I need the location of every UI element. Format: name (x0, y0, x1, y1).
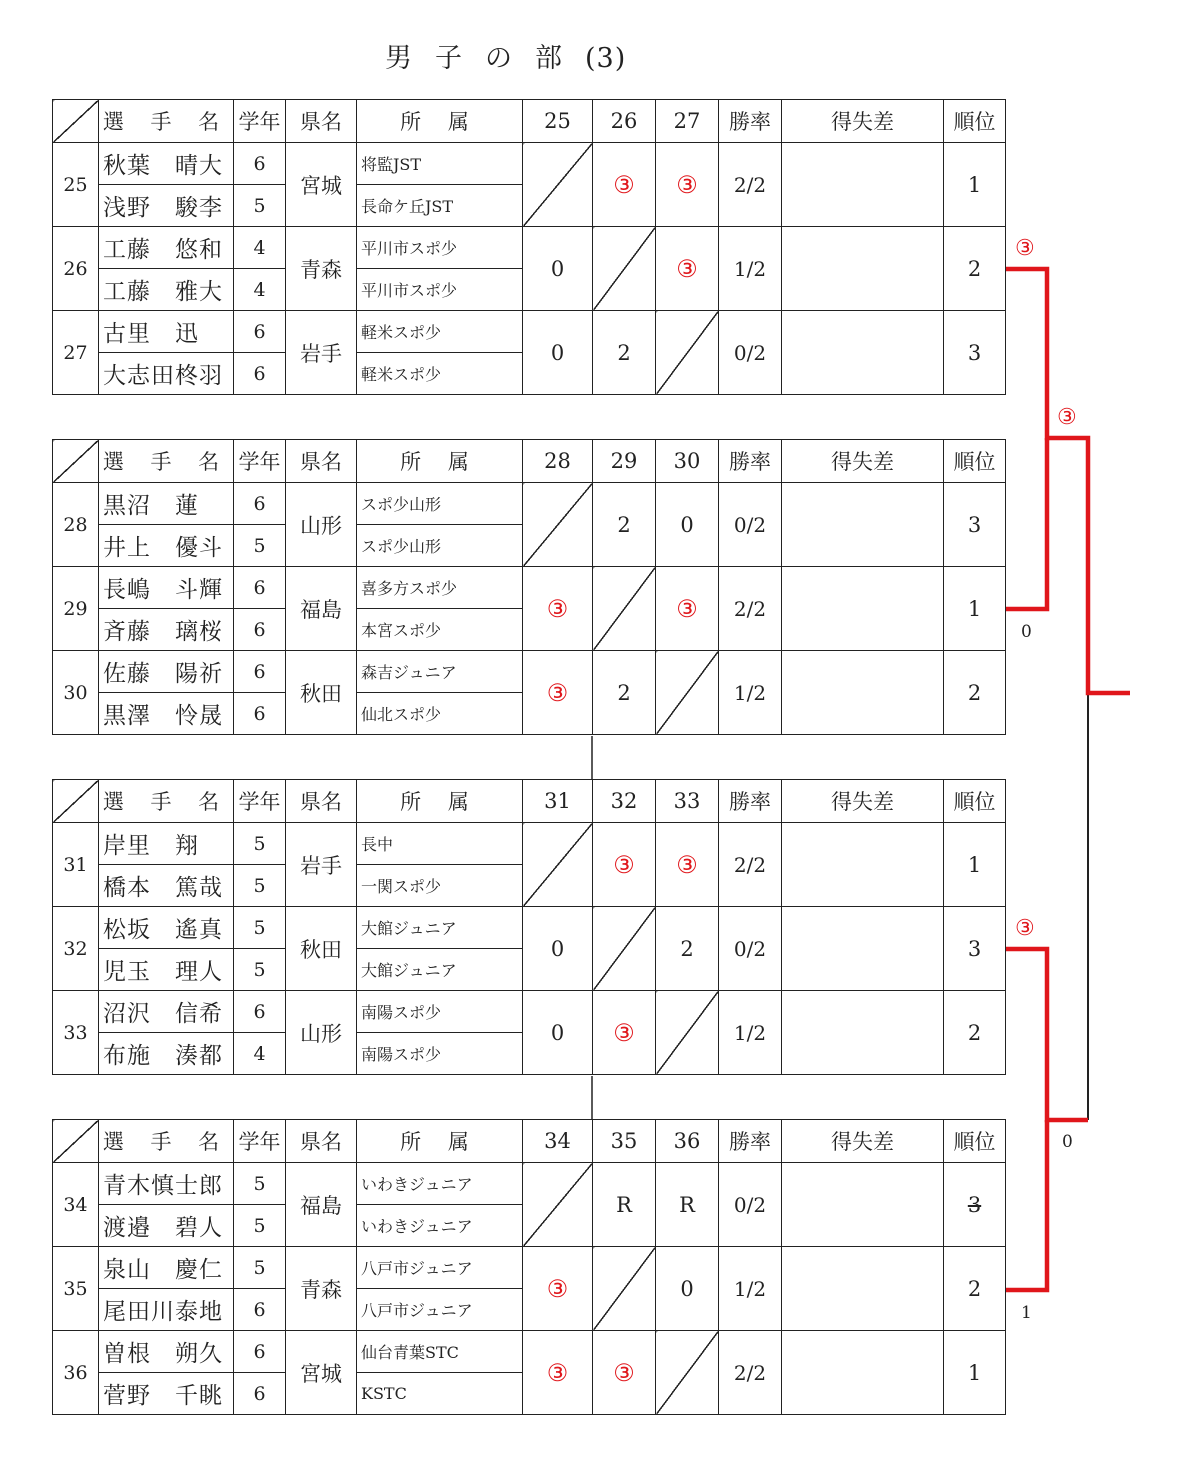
rank-value: 1 (967, 852, 982, 877)
player-club: 将監JST (357, 143, 523, 185)
team-prefecture: 山形 (286, 991, 357, 1075)
team-number: 27 (53, 311, 99, 395)
winner-line (1006, 1120, 1047, 1290)
header-affiliation: 所 属 (357, 1120, 523, 1163)
header-name: 選 手 名 (99, 1120, 234, 1163)
player-grade: 5 (234, 185, 286, 227)
match-score: 2 (593, 311, 656, 395)
player-grade: 6 (234, 353, 286, 395)
rank-value: 3 (967, 512, 982, 537)
header-win-rate: 勝率 (719, 1120, 782, 1163)
header-opponent-no: 30 (656, 440, 719, 483)
rank-value: 1 (967, 1360, 982, 1385)
player-club: スポ少山形 (357, 525, 523, 567)
team-number: 32 (53, 907, 99, 991)
bracket-score: ③ (1015, 236, 1035, 261)
header-point-diff: 得失差 (782, 100, 944, 143)
win-rate: 1/2 (719, 991, 782, 1075)
team-number: 26 (53, 227, 99, 311)
match-score: ③ (593, 1331, 656, 1415)
match-score: 0 (523, 311, 593, 395)
player-grade: 6 (234, 143, 286, 185)
header-win-rate: 勝率 (719, 100, 782, 143)
player-name: 児玉 理人 (99, 949, 234, 991)
title-char: 子 (435, 43, 463, 74)
match-score: ③ (523, 651, 593, 735)
match-score: 2 (656, 907, 719, 991)
win-rate: 1/2 (719, 651, 782, 735)
match-score: 0 (523, 907, 593, 991)
header-affiliation: 所 属 (357, 100, 523, 143)
header-opponent-no: 36 (656, 1120, 719, 1163)
header-opponent-no: 29 (593, 440, 656, 483)
header-name: 選 手 名 (99, 440, 234, 483)
player-grade: 5 (234, 1247, 286, 1289)
player-club: 八戸市ジュニア (357, 1247, 523, 1289)
header-rank: 順位 (944, 440, 1006, 483)
player-name: 渡邉 碧人 (99, 1205, 234, 1247)
player-name: 工藤 悠和 (99, 227, 234, 269)
header-rank: 順位 (944, 780, 1006, 823)
winner-line (1006, 949, 1088, 1120)
player-club: 大館ジュニア (357, 907, 523, 949)
match-score: R (593, 1163, 656, 1247)
player-grade: 5 (234, 1163, 286, 1205)
match-score: 0 (523, 227, 593, 311)
player-club: 八戸市ジュニア (357, 1289, 523, 1331)
team-number: 36 (53, 1331, 99, 1415)
header-name: 選 手 名 (99, 780, 234, 823)
bracket-score: ③ (1015, 916, 1035, 941)
header-affiliation: 所 属 (357, 780, 523, 823)
team-prefecture: 岩手 (286, 311, 357, 395)
player-name: 浅野 駿李 (99, 185, 234, 227)
player-club: 平川市スポ少 (357, 227, 523, 269)
match-score: ③ (656, 823, 719, 907)
match-score: 0 (523, 991, 593, 1075)
player-grade: 5 (234, 949, 286, 991)
header-grade: 学年 (234, 100, 286, 143)
player-name: 菅野 千眺 (99, 1373, 234, 1415)
player-grade: 6 (234, 1289, 286, 1331)
bracket-score: 1 (1021, 1303, 1032, 1323)
header-opponent-no: 25 (523, 100, 593, 143)
player-club: 長中 (357, 823, 523, 865)
title-char: (3) (585, 43, 627, 74)
header-opponent-no: 32 (593, 780, 656, 823)
player-name: 古里 迅 (99, 311, 234, 353)
win-rate: 0/2 (719, 311, 782, 395)
match-score: 0 (656, 483, 719, 567)
player-name: 岸里 翔 (99, 823, 234, 865)
player-grade: 5 (234, 907, 286, 949)
header-affiliation: 所 属 (357, 440, 523, 483)
rank-value: 3 (967, 340, 982, 365)
player-name: 長嶋 斗輝 (99, 567, 234, 609)
match-score: 2 (593, 483, 656, 567)
match-score: ③ (656, 567, 719, 651)
match-score: ③ (656, 227, 719, 311)
player-grade: 6 (234, 991, 286, 1033)
title-char: 部 (535, 43, 563, 74)
bracket-score: 0 (1062, 1132, 1073, 1152)
player-club: いわきジュニア (357, 1205, 523, 1247)
player-grade: 6 (234, 483, 286, 525)
team-number: 34 (53, 1163, 99, 1247)
team-number: 35 (53, 1247, 99, 1331)
header-prefecture: 県名 (286, 440, 357, 483)
player-grade: 4 (234, 1033, 286, 1075)
player-club: 森吉ジュニア (357, 651, 523, 693)
player-name: 佐藤 陽祈 (99, 651, 234, 693)
match-score: R (656, 1163, 719, 1247)
match-score: 2 (593, 651, 656, 735)
player-club: 仙北スポ少 (357, 693, 523, 735)
player-name: 橋本 篤哉 (99, 865, 234, 907)
player-grade: 6 (234, 1373, 286, 1415)
match-score: ③ (593, 823, 656, 907)
header-opponent-no: 26 (593, 100, 656, 143)
header-point-diff: 得失差 (782, 780, 944, 823)
win-rate: 2/2 (719, 1331, 782, 1415)
player-club: スポ少山形 (357, 483, 523, 525)
rank-value: 3 (967, 936, 982, 961)
win-rate: 1/2 (719, 1247, 782, 1331)
header-prefecture: 県名 (286, 1120, 357, 1163)
team-prefecture: 宮城 (286, 143, 357, 227)
player-name: 布施 湊都 (99, 1033, 234, 1075)
header-opponent-no: 28 (523, 440, 593, 483)
team-prefecture: 秋田 (286, 651, 357, 735)
player-grade: 4 (234, 269, 286, 311)
header-opponent-no: 31 (523, 780, 593, 823)
team-number: 25 (53, 143, 99, 227)
header-rank: 順位 (944, 100, 1006, 143)
header-opponent-no: 34 (523, 1120, 593, 1163)
team-prefecture: 青森 (286, 1247, 357, 1331)
player-club: 軽米スポ少 (357, 311, 523, 353)
match-score: ③ (593, 991, 656, 1075)
header-grade: 学年 (234, 440, 286, 483)
rank-value: 2 (967, 1020, 982, 1045)
player-grade: 6 (234, 651, 286, 693)
bracket-score: ③ (1057, 405, 1077, 430)
header-rank: 順位 (944, 1120, 1006, 1163)
player-name: 大志田柊羽 (99, 353, 234, 395)
rank-value: 2 (967, 680, 982, 705)
win-rate: 1/2 (719, 227, 782, 311)
player-name: 松坂 遙真 (99, 907, 234, 949)
team-number: 31 (53, 823, 99, 907)
player-name: 曽根 朔久 (99, 1331, 234, 1373)
team-number: 33 (53, 991, 99, 1075)
player-name: 尾田川泰地 (99, 1289, 234, 1331)
player-grade: 5 (234, 1205, 286, 1247)
player-grade: 6 (234, 567, 286, 609)
team-prefecture: 青森 (286, 227, 357, 311)
player-grade: 6 (234, 1331, 286, 1373)
player-club: 一関スポ少 (357, 865, 523, 907)
title-char: の (485, 43, 513, 74)
player-name: 沼沢 信希 (99, 991, 234, 1033)
win-rate: 0/2 (719, 483, 782, 567)
player-name: 黒沼 蓮 (99, 483, 234, 525)
title-char: 男 (385, 43, 413, 74)
player-club: いわきジュニア (357, 1163, 523, 1205)
player-club: 大館ジュニア (357, 949, 523, 991)
header-prefecture: 県名 (286, 100, 357, 143)
player-club: 軽米スポ少 (357, 353, 523, 395)
player-club: 本宮スポ少 (357, 609, 523, 651)
player-grade: 5 (234, 525, 286, 567)
header-point-diff: 得失差 (782, 1120, 944, 1163)
team-number: 28 (53, 483, 99, 567)
header-win-rate: 勝率 (719, 440, 782, 483)
player-club: KSTC (357, 1373, 523, 1415)
win-rate: 0/2 (719, 1163, 782, 1247)
player-club: 平川市スポ少 (357, 269, 523, 311)
win-rate: 2/2 (719, 823, 782, 907)
team-prefecture: 山形 (286, 483, 357, 567)
team-number: 30 (53, 651, 99, 735)
rank-value: 2 (967, 256, 982, 281)
rank-value: 2 (967, 1276, 982, 1301)
team-prefecture: 岩手 (286, 823, 357, 907)
player-grade: 6 (234, 609, 286, 651)
player-name: 青木慎士郎 (99, 1163, 234, 1205)
player-grade: 4 (234, 227, 286, 269)
rank-value: 1 (967, 596, 982, 621)
team-prefecture: 宮城 (286, 1331, 357, 1415)
match-score: ③ (593, 143, 656, 227)
match-score: ③ (523, 1331, 593, 1415)
header-opponent-no: 35 (593, 1120, 656, 1163)
player-name: 秋葉 晴大 (99, 143, 234, 185)
match-score: ③ (523, 567, 593, 651)
player-grade: 5 (234, 865, 286, 907)
player-club: 南陽スポ少 (357, 991, 523, 1033)
player-club: 仙台青葉STC (357, 1331, 523, 1373)
player-name: 黒澤 怜晟 (99, 693, 234, 735)
winner-line (1006, 438, 1047, 609)
player-name: 井上 優斗 (99, 525, 234, 567)
player-grade: 6 (234, 311, 286, 353)
header-prefecture: 県名 (286, 780, 357, 823)
player-club: 南陽スポ少 (357, 1033, 523, 1075)
rank-value: 3 (967, 1192, 982, 1217)
header-name: 選 手 名 (99, 100, 234, 143)
header-win-rate: 勝率 (719, 780, 782, 823)
player-name: 斉藤 璃桜 (99, 609, 234, 651)
player-club: 喜多方スポ少 (357, 567, 523, 609)
rank-value: 1 (967, 172, 982, 197)
team-prefecture: 福島 (286, 567, 357, 651)
header-grade: 学年 (234, 780, 286, 823)
player-grade: 6 (234, 693, 286, 735)
player-club: 長命ケ丘JST (357, 185, 523, 227)
player-grade: 5 (234, 823, 286, 865)
win-rate: 2/2 (719, 567, 782, 651)
match-score: 0 (656, 1247, 719, 1331)
header-point-diff: 得失差 (782, 440, 944, 483)
player-name: 工藤 雅大 (99, 269, 234, 311)
header-opponent-no: 33 (656, 780, 719, 823)
match-score: ③ (523, 1247, 593, 1331)
team-prefecture: 福島 (286, 1163, 357, 1247)
win-rate: 0/2 (719, 907, 782, 991)
match-score: ③ (656, 143, 719, 227)
bracket-score: 0 (1021, 622, 1032, 642)
team-prefecture: 秋田 (286, 907, 357, 991)
team-number: 29 (53, 567, 99, 651)
header-grade: 学年 (234, 1120, 286, 1163)
player-name: 泉山 慶仁 (99, 1247, 234, 1289)
win-rate: 2/2 (719, 143, 782, 227)
header-opponent-no: 27 (656, 100, 719, 143)
